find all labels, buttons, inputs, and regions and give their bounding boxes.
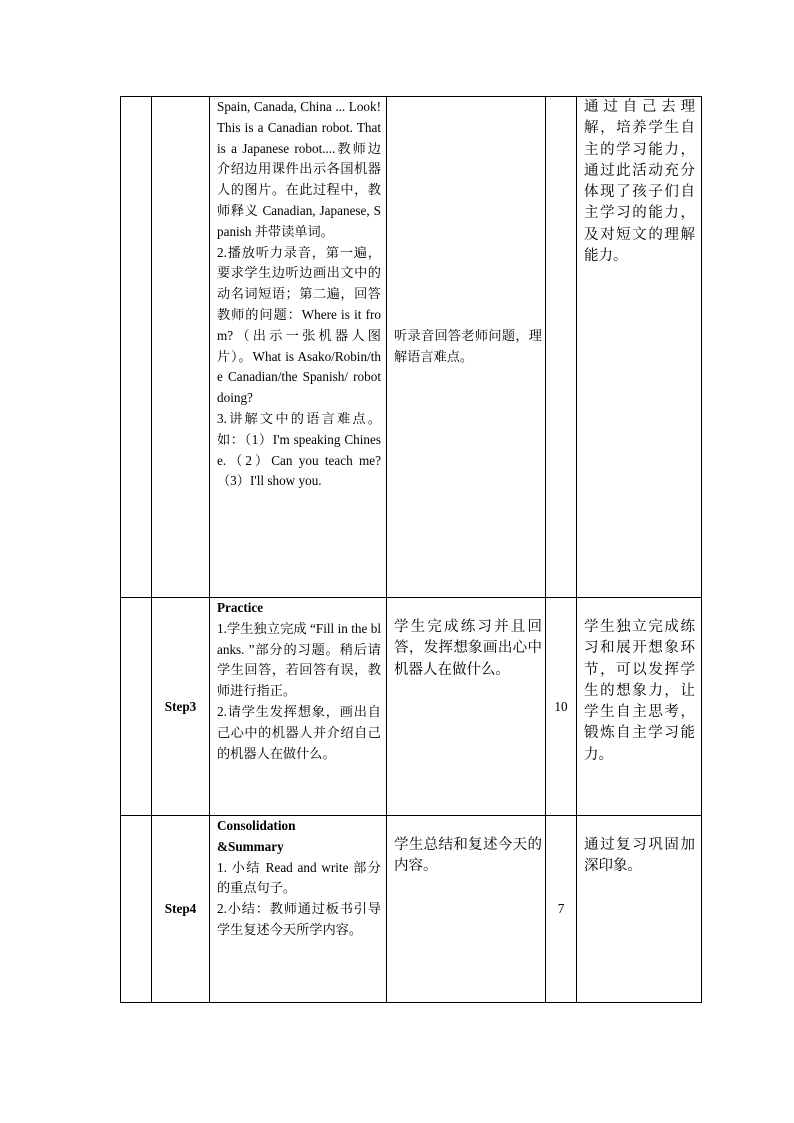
- section-heading: Consolidation: [217, 818, 296, 833]
- minutes-cell: [546, 97, 577, 598]
- teacher-activity-text: 2.播放听力录音，第一遍，要求学生边听边画出文中的动名词短语；第二遍，回答教师的问题：Where is it from?（出示一张机器人图片）。What is Asako/Robin/the Canadian/the Spanish/ robot doing?: [217, 244, 381, 406]
- row-blank-cell: [121, 97, 152, 598]
- teacher-activity-text: Spain, Canada, China ... Look! This is a Canadian robot. That is a Japanese robot....教师边介绍边用课件出示各国机器人的图片。在此过程中，教师释义 Canadian, Japanese, Spanish 并带读单词。: [217, 99, 381, 239]
- teacher-activity-text: 3.讲解文中的语言难点。如：（1）I'm speaking Chinese.（2）Can you teach me?（3）I'll show you.: [217, 410, 381, 489]
- table-row: [121, 97, 702, 598]
- teacher-activity-text: 2.小结：教师通过板书引导学生复述今天所学内容。: [217, 901, 381, 937]
- table-row: [121, 816, 702, 1003]
- minutes-cell: 7: [546, 816, 577, 1003]
- step-cell: Step4: [152, 816, 210, 1003]
- teacher-activity-cell: [210, 598, 387, 816]
- student-activity-text: 学生总结和复述今天的内容。: [394, 837, 542, 875]
- section-heading: &Summary: [217, 838, 284, 854]
- purpose-cell: [577, 97, 702, 598]
- teacher-activity-text: 2.请学生发挥想象，画出自己心中的机器人并介绍自己的机器人在做什么。: [217, 703, 381, 761]
- step-cell: [152, 97, 210, 598]
- section-heading: Practice: [217, 600, 264, 615]
- row-blank-cell: [121, 816, 152, 1003]
- purpose-cell: [577, 816, 702, 1003]
- lesson-plan-table: [120, 96, 702, 1003]
- purpose-text: 通过复习巩固加深印象。: [584, 837, 695, 875]
- teacher-activity-cell: [210, 816, 387, 1003]
- student-activity-cell: [387, 598, 546, 816]
- student-activity-cell: [387, 816, 546, 1003]
- teacher-activity-text: 1.学生独立完成 “Fill in the blanks. ”部分的习题。稍后请学生回答，若回答有误，教师进行指正。: [217, 620, 381, 699]
- purpose-text: 通过自己去理解，培养学生自主的学习能力，通过此活动充分体现了孩子们自主学习的能力，及对短文的理解能力。: [584, 99, 695, 265]
- purpose-cell: [577, 598, 702, 816]
- student-activity-text: 听录音回答老师问题，理解语言难点。: [394, 328, 542, 364]
- purpose-text: 学生独立完成练习和展开想象环节，可以发挥学生的想象力，让学生自主思考，锻炼自主学习能力。: [584, 619, 695, 763]
- step-cell: Step3: [152, 598, 210, 816]
- table-row: [121, 598, 702, 816]
- row-blank-cell: [121, 598, 152, 816]
- teacher-activity-cell: [210, 97, 387, 598]
- minutes-cell: 10: [546, 598, 577, 816]
- student-activity-text: 学生完成练习并且回答，发挥想象画出心中机器人在做什么。: [394, 619, 542, 678]
- teacher-activity-text: 1. 小结 Read and write 部分的重点句子。: [217, 859, 381, 896]
- student-activity-cell: [387, 97, 546, 598]
